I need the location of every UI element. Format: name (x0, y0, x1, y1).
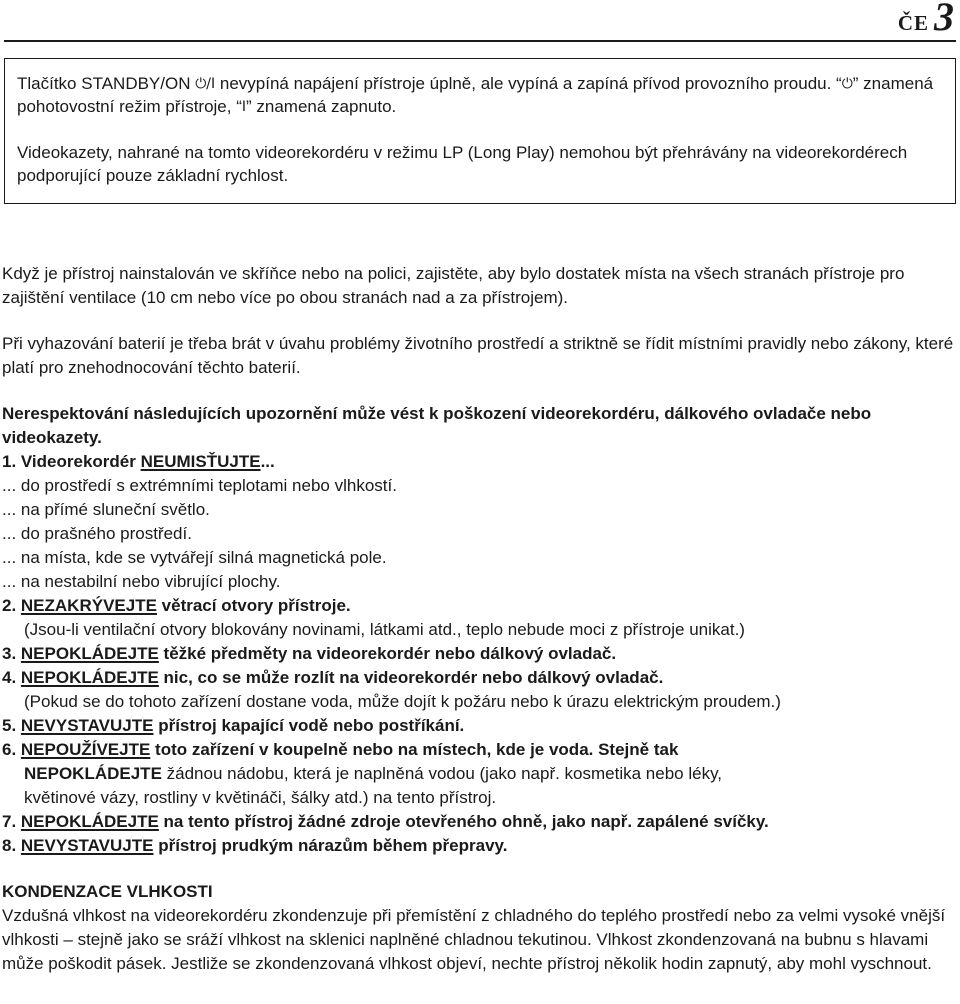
warning-item-1: 1. Videorekordér NEUMISŤUJTE... (2, 452, 275, 471)
warning-item-6-line3: květinové vázy, rostliny v květináči, šálky atd.) na tento přístroj. (24, 788, 497, 807)
warning-item-7: 7. NEPOKLÁDEJTE na tento přístroj žádné zdroje otevřeného ohně, jako např. zapálené svíčky. (2, 812, 769, 831)
notice-box (4, 58, 956, 204)
warning-item-5: 5. NEVYSTAVUJTE přístroj kapající vodě nebo postříkání. (2, 716, 465, 735)
language-page-marker (898, 0, 954, 37)
lp-notice: Videokazety, nahrané na tomto videorekordéru v režimu LP (Long Play) nemohou být přehrávány na videorekordérech podporující pouze základní rychlost. (17, 143, 908, 185)
warning-item-6: 6. NEPOUŽÍVEJTE toto zařízení v koupelně nebo na místech, kde je voda. Stejně tak (2, 740, 679, 759)
warning-item-3: 3. NEPOKLÁDEJTE těžké předměty na videorekordér nebo dálkový ovladač. (2, 644, 617, 663)
batteries-paragraph: Při vyhazování baterií je třeba brát v úvahu problémy životního prostředí a striktně se řídit místními pravidly nebo zákony, které platí pro znehodnocování těchto baterií. (2, 334, 954, 377)
standby-icon: ⏻ (841, 76, 853, 92)
warning-item-2-note: (Jsou-li ventilační otvory blokovány novinami, látkami atd., teplo nebude moci z přístroje unikat.) (24, 620, 745, 639)
condensation-paragraph: Vzdušná vlhkost na videorekordéru zkondenzuje při přemístění z chladného do teplého prostředí nebo za velmi vysoké vnější vlhkosti – stejně jako se sráží vlhkost na sklenici naplněné chladnou tekutinou. Vlhkost zkondenzovaná na bubnu s hlavami může poškodit pásek. Jestliže se zkondenzovaná vlhkost objeví, nechte přístroj několik hodin zapnutý, aby mohl vyschnout. (2, 906, 946, 973)
warning-item-1-sub: ... na přímé sluneční světlo. (2, 500, 210, 519)
power-toggle-icon: ⏻/I (195, 76, 216, 92)
main-text (2, 262, 958, 976)
warning-item-6-line2: NEPOKLÁDEJTE žádnou nádobu, která je naplněná vodou (jako např. kosmetika nebo léky, (24, 764, 723, 783)
warning-item-1-sub: ... do prašného prostředí. (2, 524, 192, 543)
on-icon: I (241, 99, 247, 115)
page-header (4, 0, 956, 42)
condensation-heading: KONDENZACE VLHKOSTI (2, 882, 213, 901)
warning-item-1-sub: ... na nestabilní nebo vibrující plochy. (2, 572, 281, 591)
standby-notice: Tlačítko STANDBY/ON ⏻/I nevypíná napájení přístroje úplně, ale vypíná a zapíná přívod provozního proudu. “⏻” znamená pohotovostní režim přístroje, “I” znamená zapnuto. (17, 74, 934, 116)
warning-item-4-note: (Pokud se do tohoto zařízení dostane voda, může dojít k požáru nebo k úrazu elektrickým proudem.) (24, 692, 781, 711)
warning-item-1-sub: ... na místa, kde se vytvářejí silná magnetická pole. (2, 548, 387, 567)
warning-item-8: 8. NEVYSTAVUJTE přístroj prudkým nárazům během přepravy. (2, 836, 508, 855)
ventilation-paragraph: Když je přístroj nainstalován ve skříňce nebo na polici, zajistěte, aby bylo dostatek místa na všech stranách přístroje pro zajištění ventilace (10 cm nebo více po obou stranách nad a za přístrojem). (2, 264, 905, 307)
page-number: 3 (934, 0, 954, 39)
warning-intro: Nerespektování následujících upozornění může vést k poškození videorekordéru, dálkového ovladače nebo videokazety. (2, 404, 872, 447)
warning-item-4: 4. NEPOKLÁDEJTE nic, co se může rozlít na videorekordér nebo dálkový ovladač. (2, 668, 664, 687)
language-code: ČE (897, 11, 929, 35)
warning-item-2: 2. NEZAKRÝVEJTE větrací otvory přístroje. (2, 596, 351, 615)
warning-item-1-sub: ... do prostředí s extrémními teplotami nebo vlhkostí. (2, 476, 397, 495)
